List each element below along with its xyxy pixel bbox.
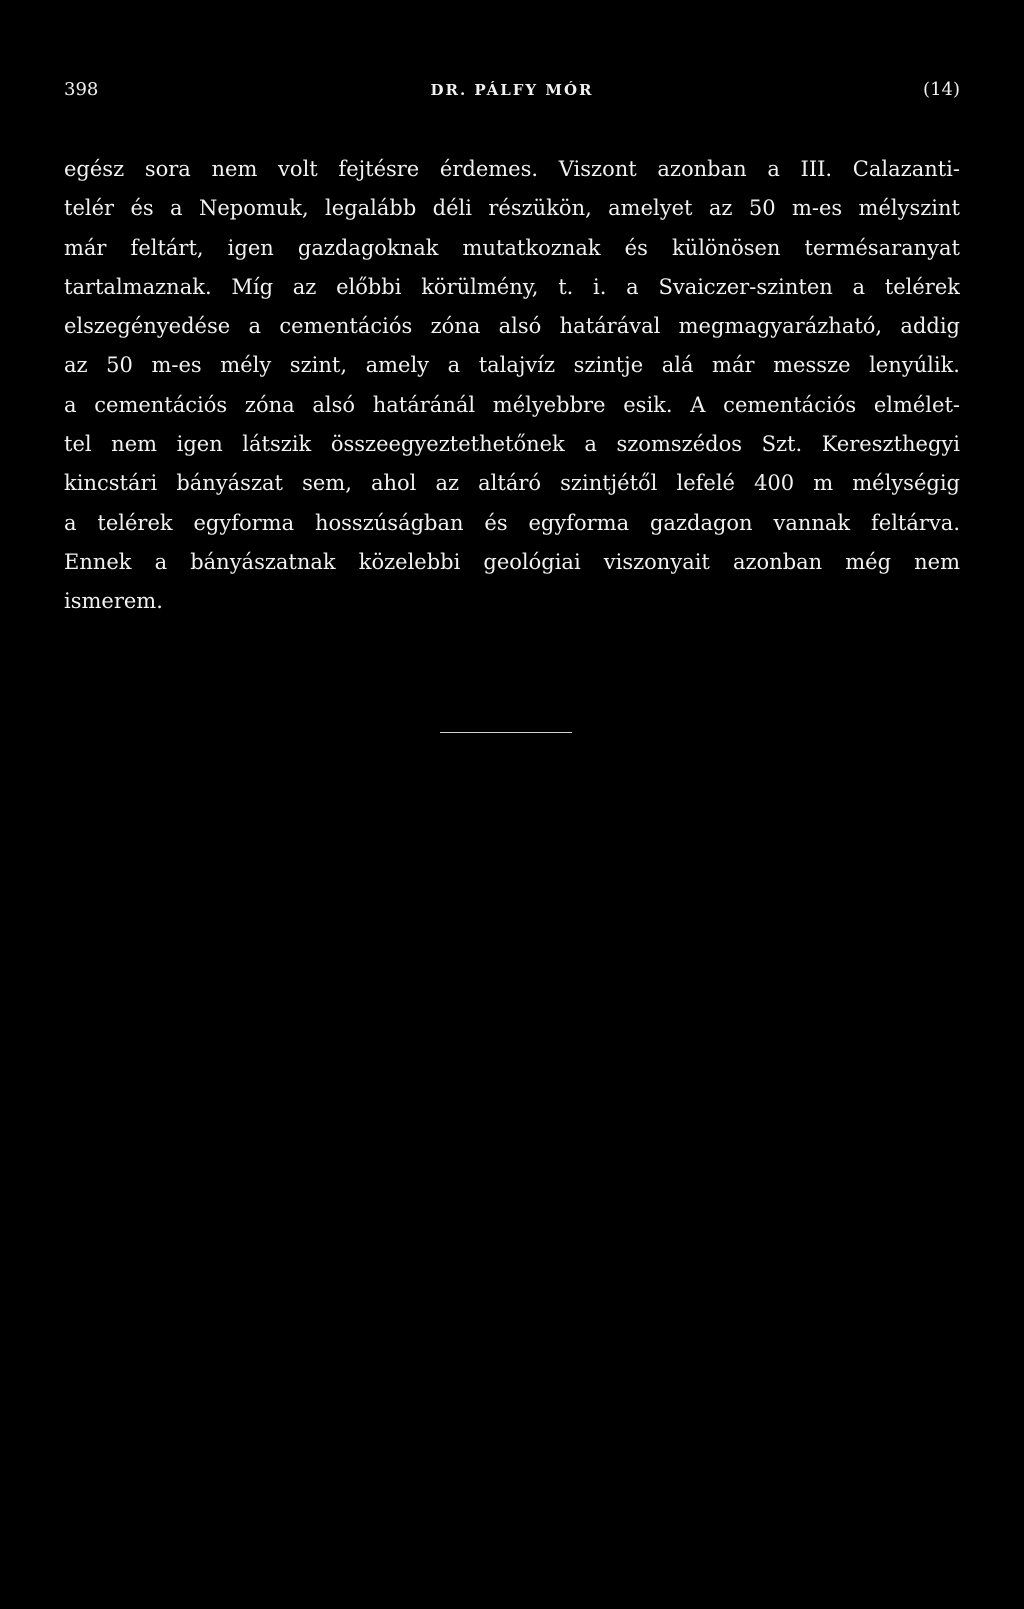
section-end-rule	[440, 732, 572, 733]
text-line: elszegényedése a cementációs zóna alsó határával megmagyarázható, addig	[64, 314, 960, 339]
text-line: telér és a Nepomuk, legalább déli részükön, amelyet az 50 m-es mélyszint	[64, 196, 960, 221]
text-line: egész sora nem volt fejtésre érdemes. Viszont azonban a III. Calazanti-	[64, 157, 960, 181]
text-line: tartalmaznak. Míg az előbbi körülmény, t. i. a Svaiczer-szinten a telérek	[64, 274, 960, 299]
text-line: már feltárt, igen gazdagoknak mutatkoznak és különösen termésaranyat	[64, 235, 960, 260]
text-line: kincstári bányászat sem, ahol az altáró szintjétől lefelé 400 m mélységig	[64, 471, 960, 496]
text-line: a cementációs zóna alsó határánál mélyebbre esik. A cementációs elmélet-	[64, 392, 960, 417]
text-line: a telérek egyforma hosszúságban és egyforma gazdagon vannak feltárva.	[64, 510, 960, 535]
text-line: az 50 m-es mély szint, amely a talajvíz szintje alá már messze lenyúlik.	[64, 353, 960, 378]
text-line: tel nem igen látszik összeegyeztethetőnek a szomszédos Szt. Kereszthegyi	[64, 432, 960, 457]
body-paragraph	[64, 150, 960, 622]
text-line: Ennek a bányászatnak közelebbi geológiai viszonyait azonban még nem	[64, 549, 960, 574]
page-header	[64, 78, 960, 102]
running-title: DR. PÁLFY MÓR	[430, 81, 594, 99]
text-line: ismerem.	[64, 589, 163, 614]
page-number: 398	[64, 79, 99, 100]
section-number: (14)	[923, 79, 960, 100]
